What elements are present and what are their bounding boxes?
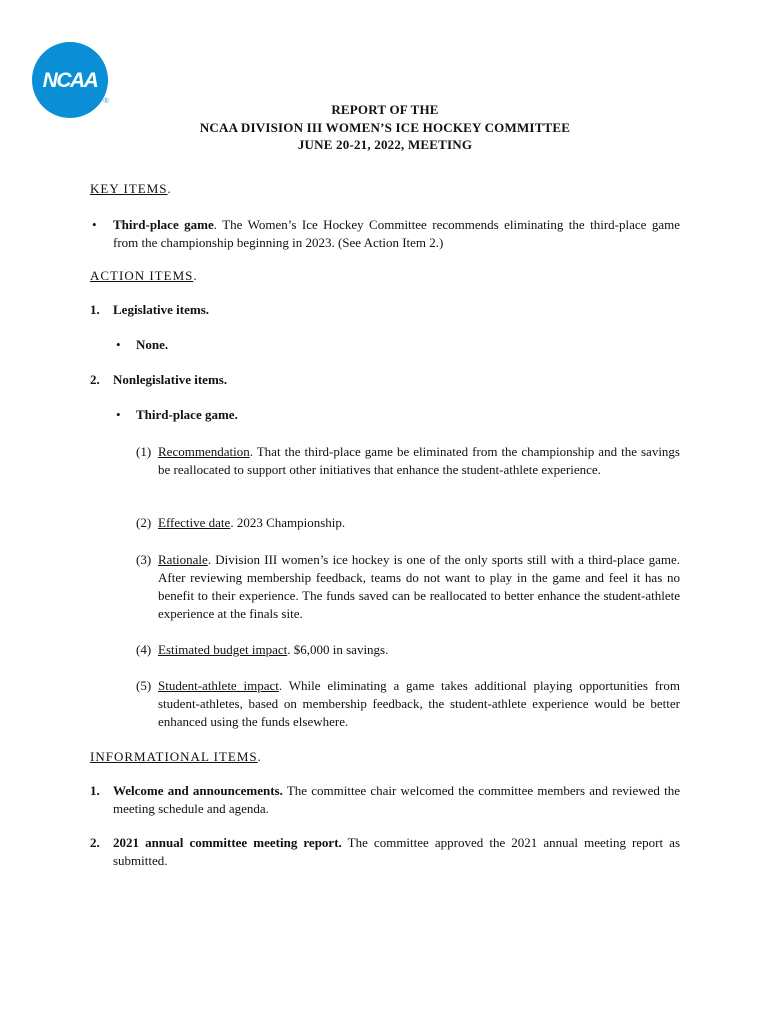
report-title [0,101,770,154]
point-5-student-athlete-impact: Student-athlete impact. While eliminating a game takes additional playing opportunities from student-athletes, based on membership feedback, the student-athlete experience would be better enhanced using the funds elsewhere. [158,678,680,729]
action-item-1-number: 1. [90,302,100,317]
info-item-2-number: 2. [90,835,100,850]
info-item-1-number: 1. [90,783,100,798]
point-4-number: (4) [136,642,152,657]
key-item-bullet: • [92,217,97,232]
action-item-2-title: Nonlegislative items. [113,372,228,387]
info-item-1-welcome: Welcome and announcements. The committee chair welcomed the committee members and reviewed the meeting schedule and agenda. [113,783,680,816]
point-2-number: (2) [136,515,152,530]
ncaa-registered-mark: ® [103,98,109,105]
action-item-2-number: 2. [90,372,100,387]
point-3-number: (3) [136,552,152,567]
action-item-2-third-place: Third-place game. [136,407,238,422]
title-line-1: REPORT OF THE [331,102,439,117]
action-item-1-none: None. [136,337,169,352]
action-item-2-bullet: • [116,407,121,422]
title-line-2: NCAA DIVISION III WOMEN’S ICE HOCKEY COMMITTEE [199,119,571,135]
point-3-rationale: Rationale. Division III women’s ice hockey is one of the only sports still with a third-place game. After reviewing membership feedback, teams do not want to play in the game and feel it has no benefit to their experience. The funds saved can be reallocated to better enhance the student-athlete experience at the finals site. [158,552,680,621]
title-line-3: JUNE 20-21, 2022, MEETING [297,137,473,152]
ncaa-logo-text: NCAA [42,69,98,92]
point-1-recommendation: Recommendation. That the third-place game be eliminated from the championship and the savings be reallocated to support other initiatives that enhance the student-athlete experience. [158,444,680,477]
informational-items-heading: INFORMATIONAL ITEMS. [90,749,261,764]
point-4-budget-impact: Estimated budget impact. $6,000 in savings. [158,642,389,657]
action-item-1-bullet: • [116,337,121,352]
action-item-1-title: Legislative items. [113,302,210,317]
key-items-heading: KEY ITEMS. [90,181,171,196]
info-item-2-meeting-report: 2021 annual committee meeting report. The committee approved the 2021 annual meeting report as submitted. [113,835,681,868]
point-1-number: (1) [136,444,152,459]
key-item-third-place: Third-place game. The Women’s Ice Hockey Committee recommends eliminating the third-place game from the championship beginning in 2023. (See Action Item 2.) [113,217,680,250]
point-5-number: (5) [136,678,152,693]
action-items-heading: ACTION ITEMS. [90,268,197,283]
point-2-effective-date: Effective date. 2023 Championship. [158,515,346,530]
